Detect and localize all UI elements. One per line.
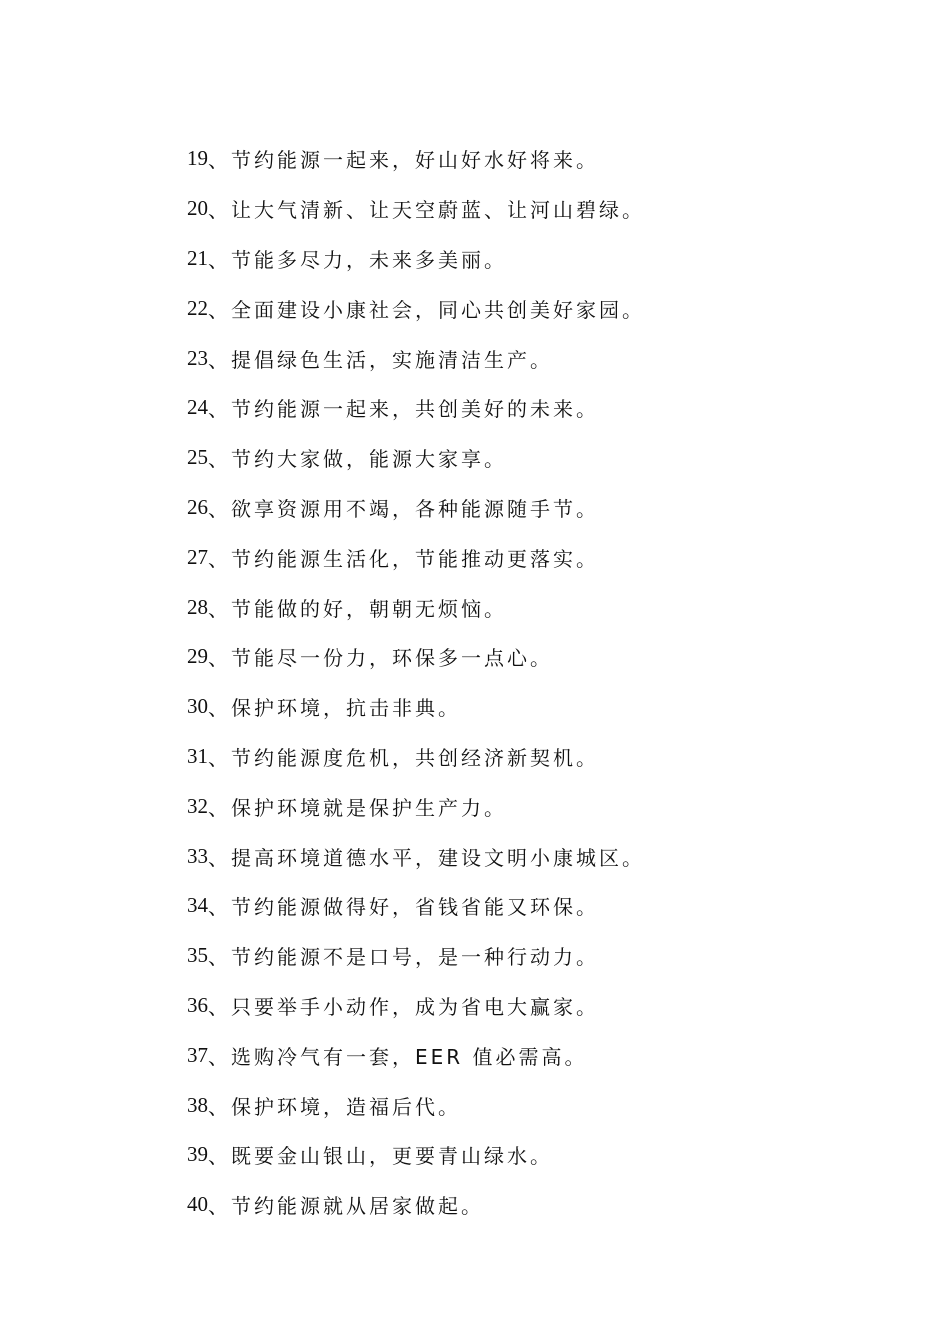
list-item [187, 981, 645, 1031]
item-separator: 、 [208, 795, 231, 820]
item-text: 节能做的好，朝朝无烦恼。 [231, 596, 507, 621]
item-separator: 、 [208, 1094, 231, 1119]
item-text: 节约能源做得好，省钱省能又环保。 [231, 895, 599, 920]
item-text: 节约能源不是口号，是一种行动力。 [231, 945, 599, 970]
item-text: 提高环境道德水平，建设文明小康城区。 [231, 845, 645, 870]
item-number: 38 [187, 1092, 208, 1117]
item-separator: 、 [208, 646, 231, 671]
list-item [187, 831, 645, 881]
item-separator: 、 [208, 1144, 231, 1169]
item-separator: 、 [208, 496, 231, 521]
item-number: 39 [187, 1142, 208, 1167]
item-text: 节约能源生活化，节能推动更落实。 [231, 546, 599, 571]
item-number: 33 [187, 843, 208, 868]
item-separator: 、 [208, 895, 231, 920]
item-separator: 、 [208, 994, 231, 1019]
item-number: 20 [187, 196, 208, 221]
item-text: 节约能源一起来，共创美好的未来。 [231, 397, 599, 422]
list-item [187, 134, 645, 184]
item-text: 节能尽一份力，环保多一点心。 [231, 646, 553, 671]
item-number: 30 [187, 694, 208, 719]
list-item [187, 1180, 645, 1230]
item-separator: 、 [208, 696, 231, 721]
item-text: 保护环境就是保护生产力。 [231, 795, 507, 820]
item-text: 节约能源就从居家做起。 [231, 1194, 484, 1219]
item-separator: 、 [208, 247, 231, 272]
list-item [187, 1080, 645, 1130]
item-separator: 、 [208, 198, 231, 223]
slogan-list [187, 134, 645, 1230]
item-separator: 、 [208, 845, 231, 870]
item-number: 23 [187, 345, 208, 370]
list-item [187, 732, 645, 782]
list-item [187, 881, 645, 931]
item-number: 22 [187, 295, 208, 320]
item-text: 全面建设小康社会，同心共创美好家园。 [231, 297, 645, 322]
list-item [187, 333, 645, 383]
item-separator: 、 [208, 447, 231, 472]
item-text: 节能多尽力，未来多美丽。 [231, 247, 507, 272]
item-text: 欲享资源用不竭，各种能源随手节。 [231, 496, 599, 521]
item-text: 让大气清新、让天空蔚蓝、让河山碧绿。 [231, 198, 645, 223]
item-text: 提倡绿色生活，实施清洁生产。 [231, 347, 553, 372]
list-item [187, 234, 645, 284]
item-text: 保护环境，造福后代。 [231, 1094, 461, 1119]
list-item [187, 383, 645, 433]
item-text: 节约能源一起来，好山好水好将来。 [231, 148, 599, 173]
item-separator: 、 [208, 745, 231, 770]
list-item [187, 184, 645, 234]
item-separator: 、 [208, 347, 231, 372]
item-number: 35 [187, 943, 208, 968]
list-item [187, 1130, 645, 1180]
item-number: 26 [187, 494, 208, 519]
item-separator: 、 [208, 297, 231, 322]
item-text: 节约能源度危机，共创经济新契机。 [231, 745, 599, 770]
item-text: 选购冷气有一套，EER 值必需高。 [231, 1044, 588, 1069]
item-text: 既要金山银山，更要青山绿水。 [231, 1144, 553, 1169]
item-number: 32 [187, 793, 208, 818]
item-separator: 、 [208, 1044, 231, 1069]
item-text: 只要举手小动作，成为省电大赢家。 [231, 994, 599, 1019]
item-number: 25 [187, 445, 208, 470]
list-item [187, 582, 645, 632]
item-number: 27 [187, 544, 208, 569]
list-item [187, 483, 645, 533]
item-separator: 、 [208, 596, 231, 621]
item-number: 28 [187, 594, 208, 619]
list-item [187, 1030, 645, 1080]
list-item [187, 433, 645, 483]
item-number: 24 [187, 395, 208, 420]
item-number: 36 [187, 992, 208, 1017]
item-number: 19 [187, 146, 208, 171]
list-item [187, 682, 645, 732]
list-item [187, 283, 645, 333]
list-item [187, 532, 645, 582]
item-separator: 、 [208, 1194, 231, 1219]
item-number: 29 [187, 644, 208, 669]
item-separator: 、 [208, 397, 231, 422]
item-number: 40 [187, 1192, 208, 1217]
list-item [187, 931, 645, 981]
list-item [187, 632, 645, 682]
item-text: 保护环境，抗击非典。 [231, 696, 461, 721]
list-item [187, 781, 645, 831]
item-separator: 、 [208, 546, 231, 571]
item-number: 34 [187, 893, 208, 918]
item-number: 37 [187, 1042, 208, 1067]
item-separator: 、 [208, 148, 231, 173]
item-number: 21 [187, 245, 208, 270]
item-number: 31 [187, 743, 208, 768]
item-separator: 、 [208, 945, 231, 970]
item-text: 节约大家做，能源大家享。 [231, 447, 507, 472]
